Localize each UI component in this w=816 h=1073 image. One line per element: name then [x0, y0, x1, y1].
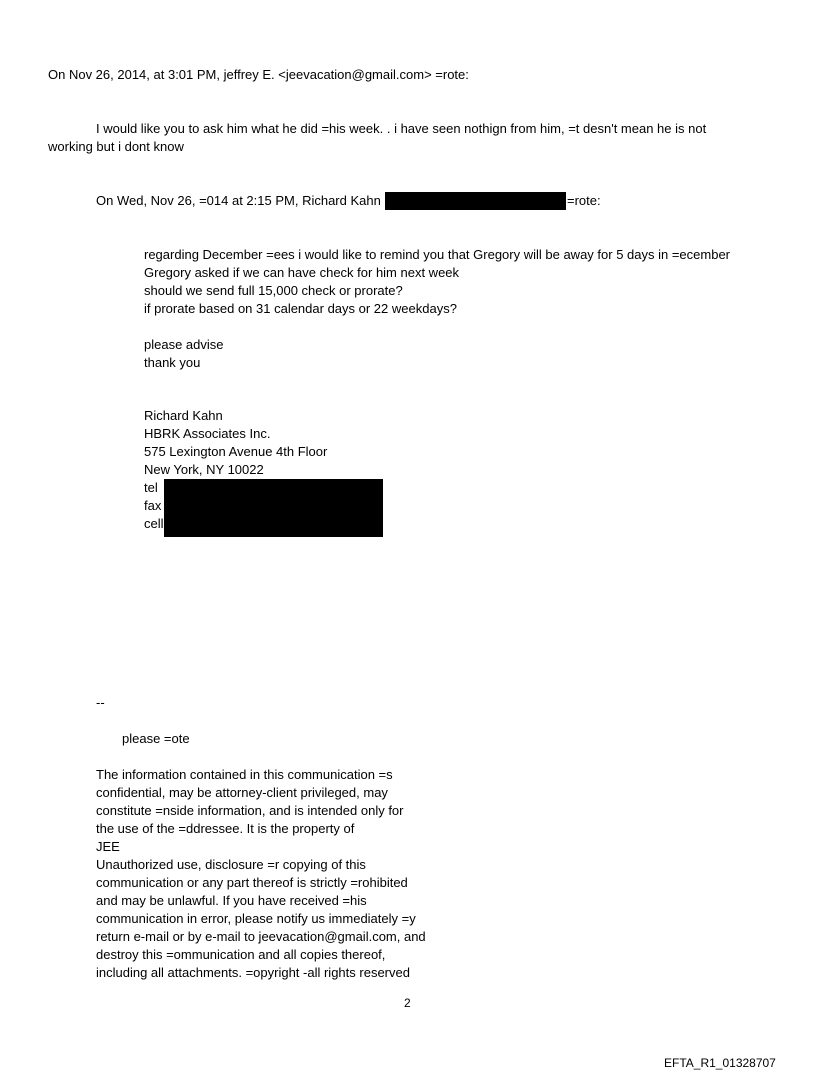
- signature-company: HBRK Associates Inc.: [144, 426, 271, 441]
- quoted-body-line: if prorate based on 31 calendar days or 22 weekdays?: [144, 301, 457, 316]
- signature-cell-label: cell: [144, 516, 164, 531]
- reply-text-line-1: I would like you to ask him what he did =his week. . i have seen nothign from him, =t desn't mean he is not: [96, 121, 707, 136]
- quoted-advise: please advise: [144, 337, 224, 352]
- redaction-phone-numbers: [164, 479, 383, 537]
- signature-tel-label: tel: [144, 480, 158, 495]
- disclaimer-line: communication in error, please notify us immediately =y: [96, 911, 416, 926]
- quoted-body-line: should we send full 15,000 check or prorate?: [144, 283, 403, 298]
- email-header-line: On Nov 26, 2014, at 3:01 PM, jeffrey E. <jeevacation@gmail.com> =rote:: [48, 67, 469, 82]
- disclaimer-line: Unauthorized use, disclosure =r copying of this: [96, 857, 366, 872]
- disclaimer-line: including all attachments. =opyright -all rights reserved: [96, 965, 410, 980]
- page-number: 2: [404, 996, 411, 1010]
- quoted-header-prefix: On Wed, Nov 26, =014 at 2:15 PM, Richard Kahn: [96, 193, 381, 208]
- disclaimer-line: JEE: [96, 839, 120, 854]
- disclaimer-line: return e-mail or by e-mail to jeevacation@gmail.com, and: [96, 929, 426, 944]
- signature-address: 575 Lexington Avenue 4th Floor: [144, 444, 328, 459]
- disclaimer-line: constitute =nside information, and is intended only for: [96, 803, 404, 818]
- disclaimer-line: The information contained in this communication =s: [96, 767, 393, 782]
- disclaimer-line: confidential, may be attorney-client privileged, may: [96, 785, 388, 800]
- disclaimer-line: the use of the =ddressee. It is the property of: [96, 821, 355, 836]
- disclaimer-line: and may be unlawful. If you have received =his: [96, 893, 367, 908]
- quoted-header-suffix: =rote:: [567, 193, 601, 208]
- signature-separator: --: [96, 695, 105, 710]
- signature-city: New York, NY 10022: [144, 462, 264, 477]
- disclaimer-line: communication or any part thereof is strictly =rohibited: [96, 875, 408, 890]
- reply-text-line-2: working but i dont know: [48, 139, 184, 154]
- signature-fax-label: fax: [144, 498, 162, 513]
- document-id: EFTA_R1_01328707: [664, 1056, 776, 1070]
- quoted-body-line: Gregory asked if we can have check for him next week: [144, 265, 460, 280]
- note-heading: please =ote: [122, 731, 190, 746]
- signature-name: Richard Kahn: [144, 408, 223, 423]
- quoted-body-line: regarding December =ees i would like to remind you that Gregory will be away for 5 days in =ecember: [144, 247, 731, 262]
- quoted-thanks: thank you: [144, 355, 201, 370]
- disclaimer-line: destroy this =ommunication and all copies thereof,: [96, 947, 386, 962]
- redaction-email: [385, 192, 566, 210]
